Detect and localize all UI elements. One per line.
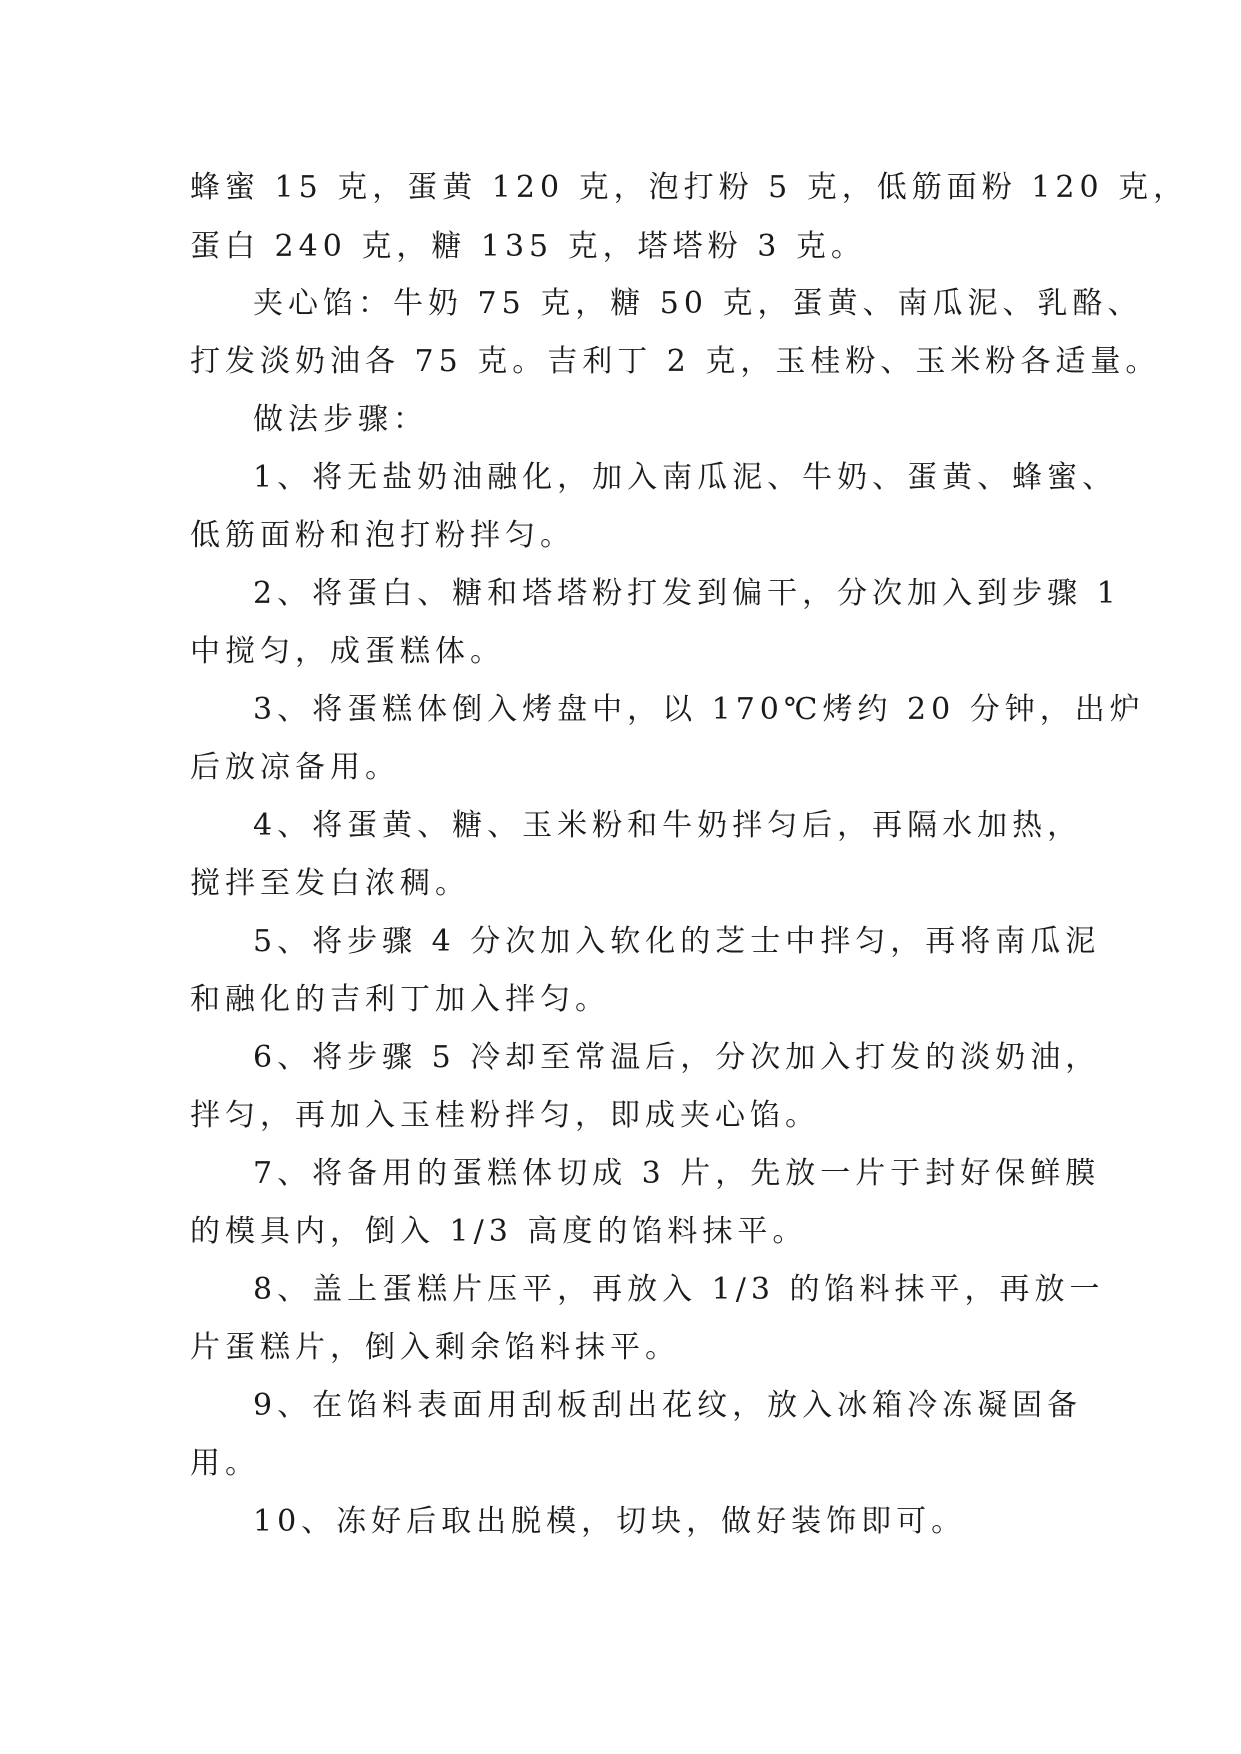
- step-6-line-1: 6、将步骤 5 冷却至常温后，分次加入打发的淡奶油，: [253, 1040, 1101, 1075]
- step-8-line-2: 片蛋糕片，倒入剩余馅料抹平。: [190, 1330, 680, 1365]
- step-6-line-2: 拌匀，再加入玉桂粉拌匀，即成夹心馅。: [190, 1098, 820, 1133]
- step-9-line-1: 9、在馅料表面用刮板刮出花纹，放入冰箱冷冻凝固备: [253, 1388, 1083, 1423]
- step-7-line-1: 7、将备用的蛋糕体切成 3 片，先放一片于封好保鲜膜: [253, 1156, 1101, 1191]
- step-9-line-2: 用。: [190, 1446, 260, 1481]
- step-10-line-1: 10、冻好后取出脱模，切块，做好装饰即可。: [253, 1504, 967, 1539]
- ingredient-line: 蜂蜜 15 克，蛋黄 120 克，泡打粉 5 克，低筋面粉 120 克，: [190, 170, 1189, 205]
- step-4-line-2: 搅拌至发白浓稠。: [190, 866, 470, 901]
- step-5-line-1: 5、将步骤 4 分次加入软化的芝士中拌匀，再将南瓜泥: [253, 924, 1101, 959]
- step-7-line-2: 的模具内，倒入 1/3 高度的馅料抹平。: [190, 1214, 808, 1249]
- step-4-line-1: 4、将蛋黄、糖、玉米粉和牛奶拌匀后，再隔水加热，: [253, 808, 1083, 843]
- filling-line: 夹心馅：牛奶 75 克，糖 50 克，蛋黄、南瓜泥、乳酪、: [253, 286, 1143, 321]
- step-3-line-2: 后放凉备用。: [190, 750, 400, 785]
- filling-line: 打发淡奶油各 75 克。吉利丁 2 克，玉桂粉、玉米粉各适量。: [190, 344, 1161, 379]
- step-8-line-1: 8、盖上蛋糕片压平，再放入 1/3 的馅料抹平，再放一: [253, 1272, 1105, 1307]
- step-3-line-1: 3、将蛋糕体倒入烤盘中，以 170℃烤约 20 分钟，出炉: [253, 692, 1145, 727]
- method-heading: 做法步骤：: [253, 402, 428, 437]
- ingredient-line: 蛋白 240 克，糖 135 克，塔塔粉 3 克。: [190, 229, 866, 264]
- step-2-line-1: 2、将蛋白、糖和塔塔粉打发到偏干，分次加入到步骤 1: [253, 576, 1121, 611]
- step-2-line-2: 中搅匀，成蛋糕体。: [190, 634, 505, 669]
- step-1-line-1: 1、将无盐奶油融化，加入南瓜泥、牛奶、蛋黄、蜂蜜、: [253, 460, 1118, 495]
- step-5-line-2: 和融化的吉利丁加入拌匀。: [190, 982, 610, 1017]
- step-1-line-2: 低筋面粉和泡打粉拌匀。: [190, 518, 575, 553]
